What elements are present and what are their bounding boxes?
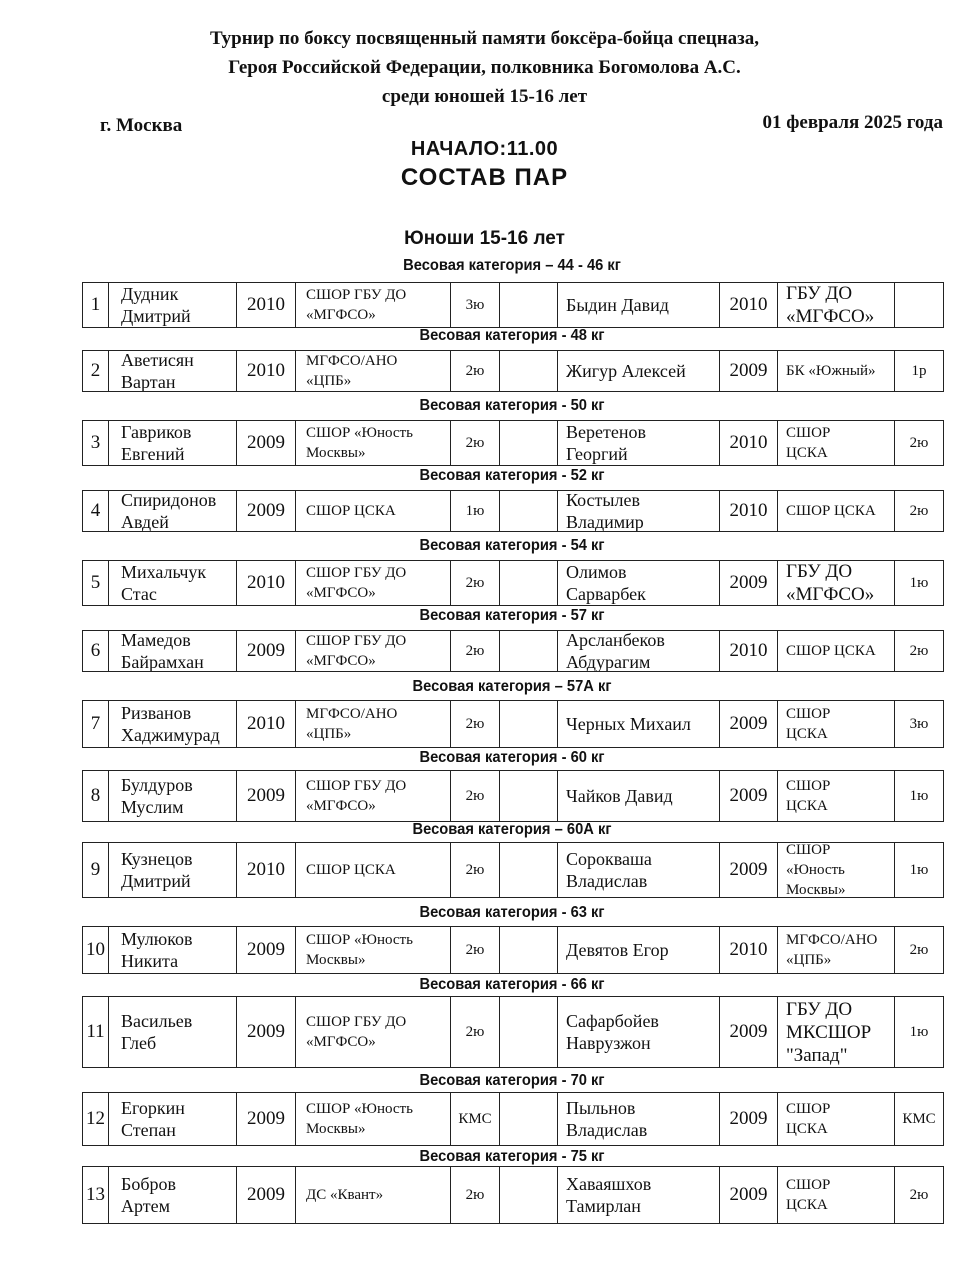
blue-boxer-rank: 2ю	[909, 434, 929, 451]
red-boxer-year: 2009	[237, 421, 296, 465]
blue-boxer-name: Костылев Владимир	[558, 491, 720, 531]
blue-boxer-club: ГБУ ДО МКСШОР "Запад"	[778, 997, 895, 1067]
age-group: Юноши 15-16 лет	[404, 228, 565, 249]
red-boxer-year: 2010	[237, 351, 296, 391]
weight-category: Весовая категория - 50 кг	[419, 397, 605, 414]
red-boxer-rank: 2ю	[451, 1167, 500, 1223]
red-boxer-club: СШОР ГБУ ДО «МГФСО»	[296, 631, 451, 671]
red-boxer-name: Булдуров Муслим	[109, 771, 237, 821]
bout-row	[82, 420, 944, 466]
blue-boxer-year: 2009	[720, 561, 778, 605]
blue-boxer-club: МГФСО/АНО «ЦПБ»	[778, 927, 895, 973]
red-boxer-club: МГФСО/АНО «ЦПБ»	[296, 351, 451, 391]
empty-cell	[500, 701, 558, 747]
blue-boxer-club: СШОР ЦСКА	[778, 1167, 895, 1223]
title-line-1: Турнир по боксу посвященный памяти боксёра-бойца спецназа,	[209, 28, 760, 49]
red-boxer-rank: 2ю	[451, 421, 500, 465]
blue-boxer-name: Чайков Давид	[558, 771, 720, 821]
blue-boxer-year: 2009	[720, 997, 778, 1067]
bout-number: 13	[83, 1167, 109, 1223]
red-boxer-name: Дудник Дмитрий	[109, 283, 237, 327]
blue-boxer-club: СШОР ЦСКА	[778, 701, 895, 747]
blue-boxer-club: ГБУ ДО «МГФСО»	[778, 283, 895, 327]
red-boxer-name: Аветисян Вартан	[109, 351, 237, 391]
bout-number: 4	[83, 491, 109, 531]
blue-boxer-year: 2009	[720, 843, 778, 897]
blue-boxer-year: 2009	[720, 1093, 778, 1145]
blue-boxer-name: Сафарбойев Наврузжон	[558, 997, 720, 1067]
blue-boxer-rank: 2ю	[909, 1186, 929, 1203]
blue-boxer-name: Сорокваша Владислав	[558, 843, 720, 897]
red-boxer-rank: 2ю	[451, 843, 500, 897]
weight-category: Весовая категория - 70 кг	[419, 1072, 605, 1089]
bout-row	[82, 996, 944, 1068]
red-boxer-year: 2009	[237, 997, 296, 1067]
red-boxer-year: 2009	[237, 771, 296, 821]
bout-row	[82, 842, 944, 898]
blue-boxer-rank: 2ю	[909, 941, 929, 958]
red-boxer-club: СШОР «Юность Москвы»	[296, 421, 451, 465]
blue-boxer-rank: 1ю	[909, 574, 929, 591]
blue-boxer-name: Девятов Егор	[558, 927, 720, 973]
red-boxer-rank: 2ю	[451, 771, 500, 821]
blue-boxer-year: 2010	[720, 927, 778, 973]
weight-category: Весовая категория - 57 кг	[419, 607, 605, 624]
red-boxer-rank: КМС	[451, 1093, 500, 1145]
red-boxer-name: Ризванов Хаджимурад	[109, 701, 237, 747]
empty-cell	[500, 843, 558, 897]
bout-number: 6	[83, 631, 109, 671]
bout-row	[82, 350, 944, 392]
weight-category: Весовая категория – 44 - 46 кг	[403, 257, 621, 274]
red-boxer-club: СШОР ЦСКА	[296, 491, 451, 531]
title-line-3: среди юношей 15-16 лет	[381, 86, 588, 107]
red-boxer-rank: 2ю	[451, 701, 500, 747]
blue-boxer-year: 2009	[720, 701, 778, 747]
red-boxer-year: 2010	[237, 843, 296, 897]
blue-boxer-rank: 1ю	[909, 787, 929, 804]
red-boxer-club: СШОР ЦСКА	[296, 843, 451, 897]
red-boxer-club: СШОР ГБУ ДО «МГФСО»	[296, 997, 451, 1067]
bout-row	[82, 560, 944, 606]
red-boxer-name: Мамедов Байрамхан	[109, 631, 237, 671]
bout-number: 7	[83, 701, 109, 747]
weight-category: Весовая категория - 75 кг	[419, 1148, 605, 1165]
red-boxer-rank: 2ю	[451, 351, 500, 391]
blue-boxer-rank: КМС	[902, 1110, 936, 1127]
title-line-2: Героя Российской Федерации, полковника Богомолова А.С.	[228, 57, 741, 78]
red-boxer-name: Мулюков Никита	[109, 927, 237, 973]
red-boxer-year: 2009	[237, 1167, 296, 1223]
red-boxer-name: Васильев Глеб	[109, 997, 237, 1067]
blue-boxer-year: 2010	[720, 491, 778, 531]
weight-category: Весовая категория - 66 кг	[419, 976, 605, 993]
blue-boxer-club: СШОР ЦСКА	[778, 421, 895, 465]
red-boxer-year: 2009	[237, 491, 296, 531]
bout-row	[82, 770, 944, 822]
page-heading: СОСТАВ ПАР	[400, 164, 569, 191]
bout-number: 11	[83, 997, 109, 1067]
weight-category: Весовая категория - 52 кг	[419, 467, 605, 484]
blue-boxer-name: Арсланбеков Абдурагим	[558, 631, 720, 671]
red-boxer-rank: 3ю	[451, 283, 500, 327]
bout-row	[82, 630, 944, 672]
bout-number: 1	[83, 283, 109, 327]
weight-category: Весовая категория – 57А кг	[412, 678, 612, 695]
blue-boxer-club: СШОР ЦСКА	[778, 631, 895, 671]
red-boxer-rank: 2ю	[451, 561, 500, 605]
bout-row	[82, 1092, 944, 1146]
empty-cell	[500, 421, 558, 465]
bout-row	[82, 490, 944, 532]
blue-boxer-club: СШОР ЦСКА	[778, 1093, 895, 1145]
empty-cell	[500, 491, 558, 531]
red-boxer-club: ДС «Квант»	[296, 1167, 451, 1223]
weight-category: Весовая категория - 48 кг	[419, 327, 605, 344]
bout-number: 3	[83, 421, 109, 465]
red-boxer-year: 2010	[237, 283, 296, 327]
red-boxer-club: СШОР ГБУ ДО «МГФСО»	[296, 771, 451, 821]
blue-boxer-year: 2009	[720, 351, 778, 391]
blue-boxer-year: 2009	[720, 771, 778, 821]
blue-boxer-club: ГБУ ДО «МГФСО»	[778, 561, 895, 605]
blue-boxer-club: СШОР ЦСКА	[778, 771, 895, 821]
red-boxer-year: 2009	[237, 927, 296, 973]
red-boxer-rank: 1ю	[451, 491, 500, 531]
weight-category: Весовая категория - 63 кг	[419, 904, 605, 921]
red-boxer-year: 2009	[237, 631, 296, 671]
empty-cell	[500, 1093, 558, 1145]
bout-row	[82, 1166, 944, 1224]
empty-cell	[500, 561, 558, 605]
bout-row	[82, 700, 944, 748]
blue-boxer-rank: 3ю	[909, 715, 929, 732]
bout-number: 8	[83, 771, 109, 821]
blue-boxer-year: 2010	[720, 283, 778, 327]
red-boxer-name: Спиридонов Авдей	[109, 491, 237, 531]
red-boxer-rank: 2ю	[451, 997, 500, 1067]
red-boxer-club: СШОР «Юность Москвы»	[296, 927, 451, 973]
blue-boxer-rank: 2ю	[909, 502, 929, 519]
red-boxer-club: СШОР ГБУ ДО «МГФСО»	[296, 283, 451, 327]
blue-boxer-rank	[895, 283, 943, 327]
blue-boxer-name: Хаваяшхов Тамирлан	[558, 1167, 720, 1223]
empty-cell	[500, 283, 558, 327]
red-boxer-name: Бобров Артем	[109, 1167, 237, 1223]
red-boxer-year: 2010	[237, 701, 296, 747]
weight-category: Весовая категория - 60 кг	[419, 749, 605, 766]
blue-boxer-name: Пыльнов Владислав	[558, 1093, 720, 1145]
empty-cell	[500, 927, 558, 973]
start-time: НАЧАЛО:11.00	[410, 138, 559, 160]
blue-boxer-rank: 1р	[911, 362, 927, 379]
blue-boxer-rank: 1ю	[909, 861, 929, 878]
red-boxer-club: МГФСО/АНО «ЦПБ»	[296, 701, 451, 747]
empty-cell	[500, 631, 558, 671]
red-boxer-name: Кузнецов Дмитрий	[109, 843, 237, 897]
red-boxer-name: Михальчук Стас	[109, 561, 237, 605]
bout-number: 5	[83, 561, 109, 605]
bout-number: 12	[83, 1093, 109, 1145]
empty-cell	[500, 1167, 558, 1223]
red-boxer-club: СШОР ГБУ ДО «МГФСО»	[296, 561, 451, 605]
empty-cell	[500, 771, 558, 821]
blue-boxer-rank: 1ю	[909, 1023, 929, 1040]
bout-number: 10	[83, 927, 109, 973]
blue-boxer-name: Черных Михаил	[558, 701, 720, 747]
bout-number: 9	[83, 843, 109, 897]
blue-boxer-club: БК «Южный»	[778, 351, 895, 391]
red-boxer-rank: 2ю	[451, 631, 500, 671]
red-boxer-year: 2010	[237, 561, 296, 605]
blue-boxer-name: Жигур Алексей	[558, 351, 720, 391]
blue-boxer-year: 2009	[720, 1167, 778, 1223]
blue-boxer-year: 2010	[720, 421, 778, 465]
event-date: 01 февраля 2025 года	[762, 112, 943, 133]
weight-category: Весовая категория – 60А кг	[412, 821, 612, 838]
red-boxer-name: Егоркин Степан	[109, 1093, 237, 1145]
city: г. Москва	[100, 115, 183, 136]
red-boxer-rank: 2ю	[451, 927, 500, 973]
blue-boxer-year: 2010	[720, 631, 778, 671]
bout-row	[82, 282, 944, 328]
red-boxer-club: СШОР «Юность Москвы»	[296, 1093, 451, 1145]
blue-boxer-name: Быдин Давид	[558, 283, 720, 327]
blue-boxer-name: Веретенов Георгий	[558, 421, 720, 465]
red-boxer-name: Гавриков Евгений	[109, 421, 237, 465]
empty-cell	[500, 997, 558, 1067]
blue-boxer-club: СШОР ЦСКА	[778, 491, 895, 531]
bout-row	[82, 926, 944, 974]
blue-boxer-name: Олимов Сарварбек	[558, 561, 720, 605]
bout-number: 2	[83, 351, 109, 391]
empty-cell	[500, 351, 558, 391]
red-boxer-year: 2009	[237, 1093, 296, 1145]
blue-boxer-rank: 2ю	[909, 642, 929, 659]
blue-boxer-club: СШОР «Юность Москвы»	[778, 843, 895, 897]
weight-category: Весовая категория - 54 кг	[419, 537, 605, 554]
